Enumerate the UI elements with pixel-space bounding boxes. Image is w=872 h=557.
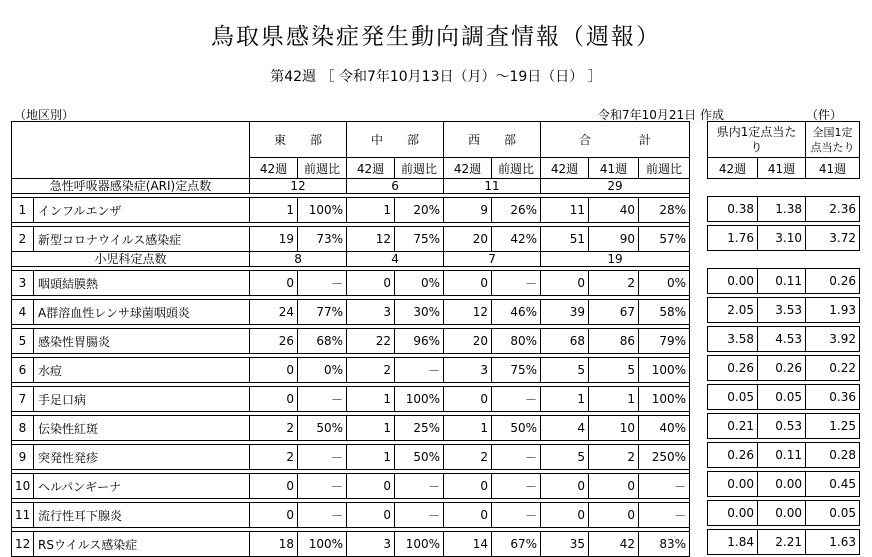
total-ratio: 28% — [639, 198, 690, 223]
total-w41: 10 — [589, 416, 639, 441]
west-ratio: 46% — [492, 300, 541, 325]
report-title: 鳥取県感染症発生動向調査情報（週報） — [211, 24, 661, 50]
central-ratio: 50% — [395, 445, 444, 470]
header-per-nation: 全国1定点当たり — [806, 122, 860, 158]
pref-w42: 0.00 — [708, 472, 758, 497]
sentinel-central: 6 — [347, 179, 444, 194]
row-number: 12 — [12, 532, 34, 557]
sentinel-west: 7 — [444, 252, 541, 267]
side-row — [708, 269, 860, 294]
west-w42: 20 — [444, 227, 492, 252]
east-w42: 24 — [250, 300, 298, 325]
pref-w42: 2.05 — [708, 298, 758, 323]
header-total-ratio: 前週比 — [639, 158, 690, 179]
total-ratio: 57% — [639, 227, 690, 252]
total-w42: 5 — [541, 445, 589, 470]
total-w42: 39 — [541, 300, 589, 325]
central-w42: 1 — [347, 445, 395, 470]
header-central-w42: 42週 — [347, 158, 395, 179]
pref-w41: 3.53 — [758, 298, 806, 323]
east-ratio: － — [298, 474, 347, 499]
east-w42: 18 — [250, 532, 298, 557]
header-nation-w41: 41週 — [806, 158, 860, 179]
nation-w41: 1.93 — [806, 298, 860, 323]
pref-w42: 0.05 — [708, 385, 758, 410]
nation-w41: 0.05 — [806, 501, 860, 526]
side-row — [708, 472, 860, 497]
disease-name: 感染性胃腸炎 — [34, 329, 250, 354]
table-row — [12, 358, 690, 383]
table-row — [12, 198, 690, 223]
total-w41: 0 — [589, 503, 639, 528]
table-row — [12, 329, 690, 354]
total-ratio: 58% — [639, 300, 690, 325]
west-ratio: 26% — [492, 198, 541, 223]
total-w41: 2 — [589, 271, 639, 296]
side-row — [708, 414, 860, 439]
header-per-pref: 県内1定点当たり — [708, 122, 806, 158]
total-w42: 0 — [541, 271, 589, 296]
pref-w42: 0.00 — [708, 501, 758, 526]
west-ratio: 75% — [492, 358, 541, 383]
west-w42: 9 — [444, 198, 492, 223]
disease-name: 突発性発疹 — [34, 445, 250, 470]
side-row — [708, 298, 860, 323]
east-w42: 2 — [250, 445, 298, 470]
central-w42: 0 — [347, 503, 395, 528]
sentinel-west: 11 — [444, 179, 541, 194]
pref-w41: 3.10 — [758, 226, 806, 251]
west-w42: 0 — [444, 387, 492, 412]
side-spacer — [708, 251, 860, 266]
east-ratio: 0% — [298, 358, 347, 383]
region-label: （地区別） — [14, 108, 75, 122]
header-pref-w41: 41週 — [758, 158, 806, 179]
east-ratio: － — [298, 503, 347, 528]
east-w42: 0 — [250, 474, 298, 499]
central-w42: 1 — [347, 416, 395, 441]
row-number: 9 — [12, 445, 34, 470]
row-number: 8 — [12, 416, 34, 441]
west-ratio: 67% — [492, 532, 541, 557]
total-ratio: 40% — [639, 416, 690, 441]
header-pref-w42: 42週 — [708, 158, 758, 179]
pref-w41: 0.00 — [758, 501, 806, 526]
header-west-w42: 42週 — [444, 158, 492, 179]
central-w42: 1 — [347, 387, 395, 412]
central-ratio: 100% — [395, 532, 444, 557]
west-ratio: － — [492, 445, 541, 470]
pref-w41: 1.38 — [758, 197, 806, 222]
sentinel-east: 12 — [250, 179, 347, 194]
per-sentinel-table — [707, 121, 860, 555]
created-date: 令和7年10月21日 作成 — [598, 108, 724, 122]
east-ratio: 73% — [298, 227, 347, 252]
east-ratio: － — [298, 387, 347, 412]
west-ratio: 42% — [492, 227, 541, 252]
central-ratio: 0% — [395, 271, 444, 296]
total-ratio: 100% — [639, 387, 690, 412]
row-number: 4 — [12, 300, 34, 325]
east-w42: 0 — [250, 387, 298, 412]
nation-w41: 3.72 — [806, 226, 860, 251]
sentinel-total: 29 — [541, 179, 690, 194]
header-total-w41: 41週 — [589, 158, 639, 179]
pref-w41: 2.21 — [758, 530, 806, 555]
pediatric-sentinel-row — [12, 252, 690, 267]
disease-name: RSウイルス感染症 — [34, 532, 250, 557]
west-w42: 0 — [444, 474, 492, 499]
side-row — [708, 327, 860, 352]
side-row — [708, 443, 860, 468]
row-number: 10 — [12, 474, 34, 499]
header-east: 東 部 — [250, 122, 347, 158]
central-w42: 3 — [347, 300, 395, 325]
header-east-ratio: 前週比 — [298, 158, 347, 179]
central-ratio: 75% — [395, 227, 444, 252]
disease-name: 水痘 — [34, 358, 250, 383]
west-w42: 1 — [444, 416, 492, 441]
west-w42: 20 — [444, 329, 492, 354]
total-ratio: － — [639, 503, 690, 528]
total-w42: 51 — [541, 227, 589, 252]
header-west: 西 部 — [444, 122, 541, 158]
nation-w41: 0.45 — [806, 472, 860, 497]
central-ratio: 20% — [395, 198, 444, 223]
east-ratio: 68% — [298, 329, 347, 354]
east-w42: 1 — [250, 198, 298, 223]
sentinel-label: 急性呼吸器感染症(ARI)定点数 — [12, 179, 250, 194]
sentinel-label: 小児科定点数 — [12, 252, 250, 267]
west-w42: 0 — [444, 271, 492, 296]
total-ratio: 250% — [639, 445, 690, 470]
total-w41: 86 — [589, 329, 639, 354]
row-number: 3 — [12, 271, 34, 296]
pref-w41: 0.05 — [758, 385, 806, 410]
report-period: 第42週 ［ 令和7年10月13日（月）～19日（日） ］ — [270, 69, 602, 85]
total-w42: 68 — [541, 329, 589, 354]
west-w42: 0 — [444, 503, 492, 528]
row-number: 2 — [12, 227, 34, 252]
west-ratio: － — [492, 503, 541, 528]
east-w42: 0 — [250, 271, 298, 296]
total-w42: 0 — [541, 474, 589, 499]
total-w42: 4 — [541, 416, 589, 441]
central-w42: 0 — [347, 474, 395, 499]
row-number: 7 — [12, 387, 34, 412]
central-ratio: 100% — [395, 387, 444, 412]
unit-label: （件） — [806, 108, 843, 122]
central-ratio: 25% — [395, 416, 444, 441]
nation-w41: 0.36 — [806, 385, 860, 410]
central-w42: 1 — [347, 198, 395, 223]
total-w41: 0 — [589, 474, 639, 499]
header-central-ratio: 前週比 — [395, 158, 444, 179]
side-row — [708, 356, 860, 381]
side-row — [708, 530, 860, 555]
pref-w41: 0.11 — [758, 443, 806, 468]
total-w41: 5 — [589, 358, 639, 383]
total-w42: 11 — [541, 198, 589, 223]
nation-w41: 0.26 — [806, 269, 860, 294]
east-w42: 0 — [250, 358, 298, 383]
disease-name: 新型コロナウイルス感染症 — [34, 227, 250, 252]
table-row — [12, 300, 690, 325]
total-w42: 1 — [541, 387, 589, 412]
west-ratio: 50% — [492, 416, 541, 441]
row-number: 1 — [12, 198, 34, 223]
sentinel-total: 19 — [541, 252, 690, 267]
east-ratio: 77% — [298, 300, 347, 325]
pref-w41: 4.53 — [758, 327, 806, 352]
east-w42: 0 — [250, 503, 298, 528]
disease-name: インフルエンザ — [34, 198, 250, 223]
total-w41: 2 — [589, 445, 639, 470]
side-row — [708, 385, 860, 410]
table-row — [12, 474, 690, 499]
total-w41: 90 — [589, 227, 639, 252]
side-row — [708, 501, 860, 526]
pref-w42: 0.00 — [708, 269, 758, 294]
east-w42: 26 — [250, 329, 298, 354]
total-ratio: 0% — [639, 271, 690, 296]
disease-name: 流行性耳下腺炎 — [34, 503, 250, 528]
side-row — [708, 197, 860, 222]
table-row — [12, 503, 690, 528]
east-w42: 19 — [250, 227, 298, 252]
total-w42: 35 — [541, 532, 589, 557]
central-ratio: 30% — [395, 300, 444, 325]
central-ratio: 96% — [395, 329, 444, 354]
central-ratio: － — [395, 474, 444, 499]
header-west-ratio: 前週比 — [492, 158, 541, 179]
header-central: 中 部 — [347, 122, 444, 158]
west-w42: 14 — [444, 532, 492, 557]
central-w42: 2 — [347, 358, 395, 383]
side-spacer — [708, 179, 860, 194]
total-ratio: 83% — [639, 532, 690, 557]
pref-w41: 0.26 — [758, 356, 806, 381]
disease-name: ヘルパンギーナ — [34, 474, 250, 499]
total-ratio: － — [639, 474, 690, 499]
total-w41: 67 — [589, 300, 639, 325]
central-ratio: － — [395, 358, 444, 383]
ari-sentinel-row — [12, 179, 690, 194]
disease-name: A群溶血性レンサ球菌咽頭炎 — [34, 300, 250, 325]
pref-w42: 0.26 — [708, 443, 758, 468]
central-ratio: － — [395, 503, 444, 528]
nation-w41: 1.63 — [806, 530, 860, 555]
pref-w42: 0.21 — [708, 414, 758, 439]
central-w42: 22 — [347, 329, 395, 354]
header-east-w42: 42週 — [250, 158, 298, 179]
west-w42: 2 — [444, 445, 492, 470]
pref-w41: 0.11 — [758, 269, 806, 294]
east-w42: 2 — [250, 416, 298, 441]
disease-name: 咽頭結膜熱 — [34, 271, 250, 296]
table-row — [12, 416, 690, 441]
nation-w41: 2.36 — [806, 197, 860, 222]
side-row — [708, 226, 860, 251]
total-w41: 42 — [589, 532, 639, 557]
east-ratio: － — [298, 271, 347, 296]
nation-w41: 3.92 — [806, 327, 860, 352]
west-ratio: 80% — [492, 329, 541, 354]
east-ratio: 100% — [298, 198, 347, 223]
total-w42: 5 — [541, 358, 589, 383]
pref-w42: 1.76 — [708, 226, 758, 251]
header-total: 合 計 — [541, 122, 690, 158]
central-w42: 3 — [347, 532, 395, 557]
disease-name: 手足口病 — [34, 387, 250, 412]
total-w42: 0 — [541, 503, 589, 528]
west-ratio: － — [492, 474, 541, 499]
row-number: 5 — [12, 329, 34, 354]
pref-w42: 3.58 — [708, 327, 758, 352]
pref-w41: 0.53 — [758, 414, 806, 439]
row-number: 11 — [12, 503, 34, 528]
row-number: 6 — [12, 358, 34, 383]
sentinel-east: 8 — [250, 252, 347, 267]
nation-w41: 0.28 — [806, 443, 860, 468]
total-ratio: 79% — [639, 329, 690, 354]
header-total-w42: 42週 — [541, 158, 589, 179]
sentinel-central: 4 — [347, 252, 444, 267]
pref-w42: 0.26 — [708, 356, 758, 381]
west-ratio: － — [492, 387, 541, 412]
table-row — [12, 445, 690, 470]
table-row — [12, 227, 690, 252]
pref-w42: 0.38 — [708, 197, 758, 222]
total-w41: 1 — [589, 387, 639, 412]
total-w41: 40 — [589, 198, 639, 223]
header-blank — [12, 122, 250, 179]
east-ratio: － — [298, 445, 347, 470]
table-row — [12, 271, 690, 296]
disease-name: 伝染性紅斑 — [34, 416, 250, 441]
central-w42: 12 — [347, 227, 395, 252]
west-w42: 12 — [444, 300, 492, 325]
west-ratio: － — [492, 271, 541, 296]
east-ratio: 50% — [298, 416, 347, 441]
district-table — [11, 121, 690, 557]
nation-w41: 0.22 — [806, 356, 860, 381]
table-row — [12, 387, 690, 412]
pref-w42: 1.84 — [708, 530, 758, 555]
central-w42: 0 — [347, 271, 395, 296]
east-ratio: 100% — [298, 532, 347, 557]
nation-w41: 1.25 — [806, 414, 860, 439]
total-ratio: 100% — [639, 358, 690, 383]
west-w42: 3 — [444, 358, 492, 383]
pref-w41: 0.00 — [758, 472, 806, 497]
